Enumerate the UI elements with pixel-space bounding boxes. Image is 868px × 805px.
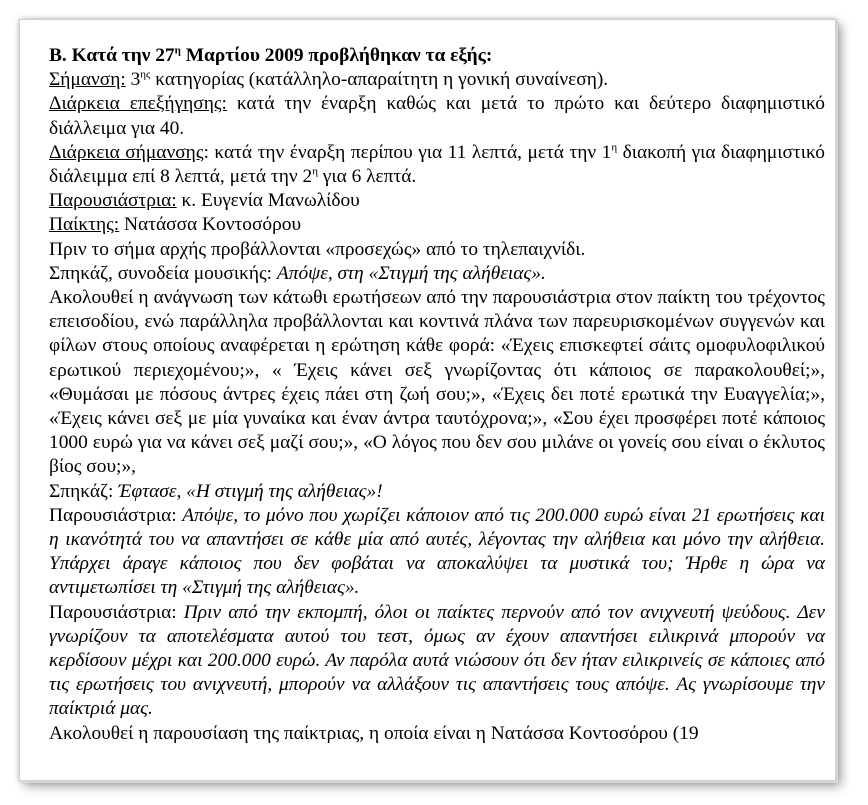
cut-off-line: Ακολουθεί η παρουσίαση της παίκτριας, η οποία είναι η Νατάσσα Κοντοσόρου (19	[49, 722, 699, 744]
signage-line: Σήμανση: $3^{\eta\varsigma}$ κατηγορίας (κατάλληλο-απαραίτητη η γονική συναίνεση).	[49, 68, 609, 91]
explanation-duration-paragraph: Διάρκεια επεξήγησης: κατά την έναρξη καθώς και μετά το πρώτο και δεύτερο διαφημιστικό διάλλειμα για 40.	[49, 93, 825, 139]
signage-duration-paragraph: Διάρκεια σήμανσης: κατά την έναρξη περίπου για 11 λεπτά, μετά την $1^\eta$ διακοπή για διαφημιστικό διάλειμμα επί 8 λεπτά, μετά την $2^\eta$ για 6 λεπτά.	[49, 141, 825, 188]
presenter-label: Παρουσιάστρια:	[49, 190, 177, 212]
explanation-duration-label: Διάρκεια επεξήγησης:	[49, 93, 227, 115]
player-label: Παίκτης:	[49, 214, 120, 236]
section-heading: Β. Κατά την $27^\eta$ Μαρτίου 2009 προβλήθηκαν τα εξής:	[49, 44, 493, 66]
sketch-line-1: Σπηκάζ, συνοδεία μουσικής: Απόψε, στη «Στιγμή της αλήθειας».	[49, 262, 546, 284]
document-page	[19, 19, 836, 781]
presenter-paragraph-2: Παρουσιάστρια: Πριν από την εκπομπή, όλοι οι παίκτες περνούν από τον ανιχνευτή ψεύδους. Δεν γνωρίζουν τα αποτελέσματα αυτού του τεστ, όμως αν έχουν απαντήσει ειλικρινά μπορούν να κερδίσουν μέχρι και 200.000 ευρώ. Αν παρόλα αυτά νιώσουν ότι δεν ήταν ειλικρινείς σε κάποιες από τις ερωτήσεις του ανιχνευτή, μπορούν να αλλάξουν τις απαντήσεις τους απόψε. Ας γνωρίσουμε την παίκτριά μας.	[49, 601, 825, 720]
signage-label: Σήμανση:	[49, 69, 126, 91]
signage-duration-label: Διάρκεια σήμανσης	[49, 141, 204, 163]
presenter-paragraph-1: Παρουσιάστρια: Απόψε, το μόνο που χωρίζει κάποιον από τις 200.000 ευρώ είναι 21 ερωτήσεις και η ικανότητά του να απαντήσει σε κάθε μία από αυτές, λέγοντας την αλήθεια και μόνο την αλήθεια. Υπάρχει άραγε κάποιος που δεν φοβάται να αποκαλύψει τα μυστικά του; Ήρθε η ώρα να αντιμετωπίσει τη «Στιγμή της αλήθειας».	[49, 504, 825, 599]
document-body	[49, 44, 825, 744]
sketch-line-2: Σπηκάζ: Έφτασε, «Η στιγμή της αλήθειας»!	[49, 480, 383, 502]
questions-paragraph: Ακολουθεί η ανάγνωση των κάτωθι ερωτήσεων από την παρουσιάστρια στον παίκτη του τρέχοντος επεισοδίου, ενώ παράλληλα προβάλλονται και κοντινά πλάνα των παρευρισκομένων συγγενών και φίλων στους οποίους αναφέρεται η ερώτηση κάθε φορά: «Έχεις επισκεφτεί σάιτς ομοφυλοφιλικού ερωτικού περιεχομένου;», « Έχεις κάνει σεξ γνωρίζοντας ότι κάποιος σε παρακολουθεί;», «Θυμάσαι με πόσους άντρες έχεις πάει στη ζωή σου;», «Έχεις δει ποτέ ερωτικά την Ευαγγελία;», «Έχεις κάνει σεξ με μία γυναίκα και έναν άντρα ταυτόχρονα;», «Σου έχει προσφέρει ποτέ κάποιος 1000 ευρώ για να κάνει σεξ μαζί σου;», «Ο λόγος που δεν σου μιλάνε οι γονείς σου είναι ο έκλυτος βίος σου;»,	[49, 287, 825, 478]
intro-line: Πριν το σήμα αρχής προβάλλονται «προσεχώς» από το τηλεπαιχνίδι.	[49, 238, 586, 260]
presenter-line: Παρουσιάστρια: κ. Ευγενία Μανωλίδου	[49, 190, 360, 212]
player-line: Παίκτης: Νατάσσα Κοντοσόρου	[49, 214, 302, 236]
